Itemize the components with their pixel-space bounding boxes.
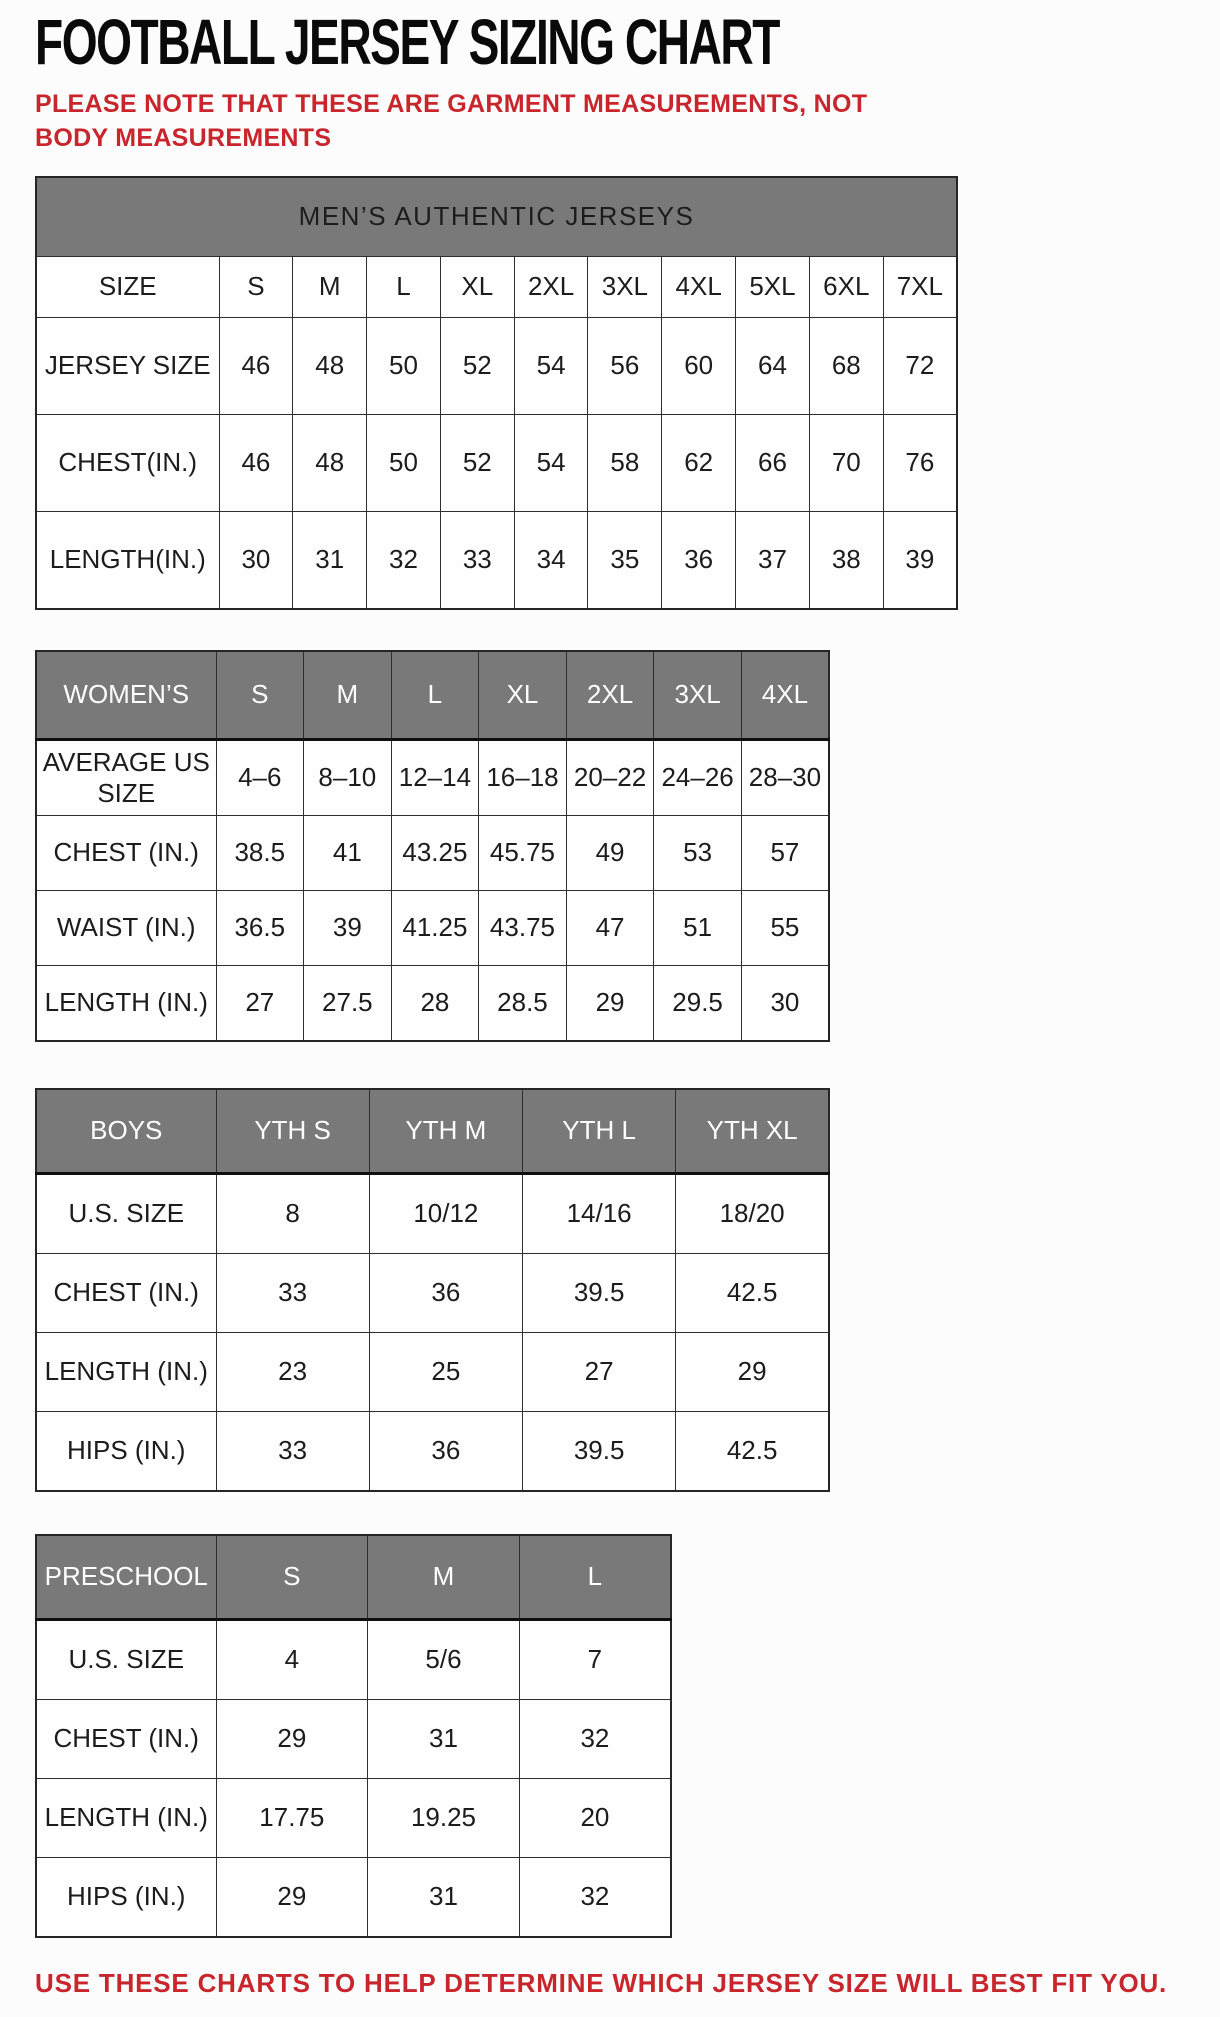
mens-size-header: S <box>219 256 293 317</box>
womens-table-row <box>36 965 829 1041</box>
womens-size-header: L <box>391 651 479 740</box>
mens-size-header: 6XL <box>809 256 883 317</box>
preschool-size-header: S <box>216 1535 368 1620</box>
womens-row-label: WAIST (IN.) <box>36 890 216 965</box>
boys-data-cell: 25 <box>369 1332 522 1411</box>
boys-table-label: BOYS <box>36 1089 216 1174</box>
preschool-data-cell: 29 <box>216 1699 368 1778</box>
boys-table-row <box>36 1253 829 1332</box>
womens-data-cell: 20–22 <box>566 739 654 815</box>
womens-data-cell: 47 <box>566 890 654 965</box>
mens-size-header: 2XL <box>514 256 588 317</box>
preschool-table-row <box>36 1619 671 1699</box>
womens-row-label: LENGTH (IN.) <box>36 965 216 1041</box>
mens-data-cell: 72 <box>883 317 957 414</box>
womens-data-cell: 41.25 <box>391 890 479 965</box>
womens-data-cell: 49 <box>566 815 654 890</box>
mens-data-cell: 54 <box>514 317 588 414</box>
mens-data-cell: 46 <box>219 414 293 511</box>
womens-table-row <box>36 890 829 965</box>
womens-data-cell: 12–14 <box>391 739 479 815</box>
womens-data-cell: 28–30 <box>741 739 829 815</box>
womens-data-cell: 53 <box>654 815 742 890</box>
mens-table-label: SIZE <box>36 256 219 317</box>
preschool-table-row <box>36 1699 671 1778</box>
boys-data-cell: 23 <box>216 1332 369 1411</box>
womens-table-row <box>36 739 829 815</box>
womens-size-header: 4XL <box>741 651 829 740</box>
preschool-row-label: HIPS (IN.) <box>36 1857 216 1937</box>
womens-row-label: AVERAGE US SIZE <box>36 739 216 815</box>
mens-data-cell: 52 <box>440 414 514 511</box>
boys-row-label: CHEST (IN.) <box>36 1253 216 1332</box>
mens-size-header: 3XL <box>588 256 662 317</box>
mens-data-cell: 70 <box>809 414 883 511</box>
womens-data-cell: 43.75 <box>479 890 567 965</box>
mens-data-cell: 52 <box>440 317 514 414</box>
preschool-data-cell: 20 <box>519 1778 671 1857</box>
mens-data-cell: 30 <box>219 511 293 609</box>
womens-data-cell: 55 <box>741 890 829 965</box>
mens-table-row <box>36 414 957 511</box>
womens-data-cell: 38.5 <box>216 815 304 890</box>
mens-row-label: CHEST(IN.) <box>36 414 219 511</box>
preschool-data-cell: 32 <box>519 1857 671 1937</box>
womens-data-cell: 39 <box>304 890 392 965</box>
womens-size-header: XL <box>479 651 567 740</box>
preschool-data-cell: 19.25 <box>368 1778 520 1857</box>
womens-size-header: M <box>304 651 392 740</box>
mens-data-cell: 48 <box>293 317 367 414</box>
footer-note: USE THESE CHARTS TO HELP DETERMINE WHICH JERSEY SIZE WILL BEST FIT YOU. <box>35 1967 1168 1998</box>
mens-data-cell: 68 <box>809 317 883 414</box>
mens-data-cell: 66 <box>736 414 810 511</box>
mens-size-header: M <box>293 256 367 317</box>
boys-data-cell: 39.5 <box>523 1253 676 1332</box>
boys-size-header: YTH M <box>369 1089 522 1174</box>
preschool-sizing-table <box>35 1534 672 1938</box>
mens-row-label: LENGTH(IN.) <box>36 511 219 609</box>
mens-data-cell: 76 <box>883 414 957 511</box>
mens-data-cell: 39 <box>883 511 957 609</box>
womens-data-cell: 29 <box>566 965 654 1041</box>
boys-size-header: YTH S <box>216 1089 369 1174</box>
womens-data-cell: 27 <box>216 965 304 1041</box>
mens-size-header: XL <box>440 256 514 317</box>
womens-size-header: 2XL <box>566 651 654 740</box>
mens-row-label: JERSEY SIZE <box>36 317 219 414</box>
boys-data-cell: 14/16 <box>523 1173 676 1253</box>
boys-row-label: HIPS (IN.) <box>36 1411 216 1491</box>
boys-table-row <box>36 1411 829 1491</box>
preschool-row-label: CHEST (IN.) <box>36 1699 216 1778</box>
womens-data-cell: 16–18 <box>479 739 567 815</box>
mens-size-header: 4XL <box>662 256 736 317</box>
mens-data-cell: 38 <box>809 511 883 609</box>
mens-data-cell: 50 <box>367 317 441 414</box>
womens-size-header: 3XL <box>654 651 742 740</box>
preschool-table-row <box>36 1778 671 1857</box>
preschool-size-header: M <box>368 1535 520 1620</box>
boys-sizing-table <box>35 1088 830 1492</box>
preschool-data-cell: 5/6 <box>368 1619 520 1699</box>
womens-data-cell: 28 <box>391 965 479 1041</box>
preschool-size-header: L <box>519 1535 671 1620</box>
boys-table-row <box>36 1332 829 1411</box>
womens-data-cell: 28.5 <box>479 965 567 1041</box>
preschool-data-cell: 17.75 <box>216 1778 368 1857</box>
boys-data-cell: 36 <box>369 1411 522 1491</box>
mens-data-cell: 46 <box>219 317 293 414</box>
boys-data-cell: 42.5 <box>676 1411 829 1491</box>
mens-data-cell: 60 <box>662 317 736 414</box>
womens-data-cell: 45.75 <box>479 815 567 890</box>
boys-data-cell: 10/12 <box>369 1173 522 1253</box>
mens-data-cell: 50 <box>367 414 441 511</box>
mens-size-header: 7XL <box>883 256 957 317</box>
mens-data-cell: 35 <box>588 511 662 609</box>
womens-table-label: WOMEN’S <box>36 651 216 740</box>
womens-data-cell: 51 <box>654 890 742 965</box>
mens-size-header: L <box>367 256 441 317</box>
mens-data-cell: 31 <box>293 511 367 609</box>
womens-data-cell: 29.5 <box>654 965 742 1041</box>
womens-data-cell: 30 <box>741 965 829 1041</box>
boys-table-row <box>36 1173 829 1253</box>
mens-data-cell: 36 <box>662 511 736 609</box>
mens-sizing-table <box>35 176 958 610</box>
womens-table-row <box>36 815 829 890</box>
mens-data-cell: 62 <box>662 414 736 511</box>
mens-table-row <box>36 511 957 609</box>
mens-banner: MEN’S AUTHENTIC JERSEYS <box>36 177 957 257</box>
boys-data-cell: 8 <box>216 1173 369 1253</box>
womens-data-cell: 43.25 <box>391 815 479 890</box>
preschool-table-label: PRESCHOOL <box>36 1535 216 1620</box>
boys-data-cell: 39.5 <box>523 1411 676 1491</box>
boys-size-header: YTH L <box>523 1089 676 1174</box>
boys-data-cell: 18/20 <box>676 1173 829 1253</box>
preschool-data-cell: 29 <box>216 1857 368 1937</box>
page-title: FOOTBALL JERSEY SIZING CHART <box>35 6 779 78</box>
womens-sizing-table <box>35 650 830 1042</box>
womens-data-cell: 27.5 <box>304 965 392 1041</box>
preschool-data-cell: 31 <box>368 1857 520 1937</box>
mens-size-header: 5XL <box>736 256 810 317</box>
boys-data-cell: 33 <box>216 1411 369 1491</box>
garment-measurements-note: PLEASE NOTE THAT THESE ARE GARMENT MEASUREMENTS, NOT BODY MEASUREMENTS <box>35 90 868 152</box>
mens-data-cell: 64 <box>736 317 810 414</box>
preschool-row-label: U.S. SIZE <box>36 1619 216 1699</box>
boys-data-cell: 42.5 <box>676 1253 829 1332</box>
womens-data-cell: 8–10 <box>304 739 392 815</box>
mens-data-cell: 54 <box>514 414 588 511</box>
womens-data-cell: 57 <box>741 815 829 890</box>
womens-row-label: CHEST (IN.) <box>36 815 216 890</box>
mens-data-cell: 34 <box>514 511 588 609</box>
mens-data-cell: 37 <box>736 511 810 609</box>
mens-table-row <box>36 317 957 414</box>
boys-data-cell: 33 <box>216 1253 369 1332</box>
mens-data-cell: 33 <box>440 511 514 609</box>
preschool-table-row <box>36 1857 671 1937</box>
mens-data-cell: 56 <box>588 317 662 414</box>
womens-size-header: S <box>216 651 304 740</box>
mens-data-cell: 58 <box>588 414 662 511</box>
preschool-data-cell: 4 <box>216 1619 368 1699</box>
boys-data-cell: 29 <box>676 1332 829 1411</box>
womens-data-cell: 41 <box>304 815 392 890</box>
mens-data-cell: 32 <box>367 511 441 609</box>
preschool-data-cell: 7 <box>519 1619 671 1699</box>
mens-data-cell: 48 <box>293 414 367 511</box>
boys-row-label: U.S. SIZE <box>36 1173 216 1253</box>
womens-data-cell: 24–26 <box>654 739 742 815</box>
womens-data-cell: 4–6 <box>216 739 304 815</box>
boys-row-label: LENGTH (IN.) <box>36 1332 216 1411</box>
boys-size-header: YTH XL <box>676 1089 829 1174</box>
boys-data-cell: 36 <box>369 1253 522 1332</box>
preschool-row-label: LENGTH (IN.) <box>36 1778 216 1857</box>
preschool-data-cell: 31 <box>368 1699 520 1778</box>
boys-data-cell: 27 <box>523 1332 676 1411</box>
preschool-data-cell: 32 <box>519 1699 671 1778</box>
womens-data-cell: 36.5 <box>216 890 304 965</box>
